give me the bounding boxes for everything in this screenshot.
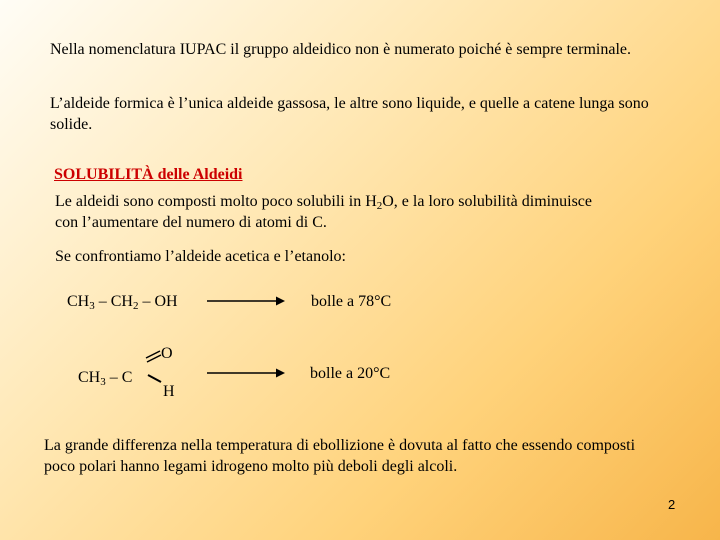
- ethanol-mid: – CH: [94, 293, 133, 310]
- paragraph-iupac: Nella nomenclatura IUPAC il gruppo aldeidico non è numerato poiché è sempre terminale.: [50, 41, 632, 58]
- acetaldehyde-ch: CH: [78, 369, 101, 386]
- paragraph-solubility: [55, 191, 615, 233]
- solubility-text-b: O, e la loro solubilità diminuisce con l’aumentare del numero di atomi di C.: [55, 193, 592, 231]
- acetaldehyde-end: – C: [105, 369, 133, 386]
- ethanol-sub2: 2: [132, 300, 139, 312]
- ethanol-formula: [67, 291, 178, 312]
- aldehyde-oxygen: O: [161, 345, 173, 362]
- ethanol-end: – OH: [138, 293, 178, 310]
- paragraph-conclusion: La grande differenza nella temperatura di ebollizione è dovuta al fatto che essendo composti poco polari hanno legami idrogeno molto più deboli degli alcoli.: [44, 437, 636, 475]
- comparison-intro: Se confrontiamo l’aldeide acetica e l’etanolo:: [55, 248, 346, 265]
- paragraph-physical-state: L’aldeide formica è l’unica aldeide gassosa, le altre sono liquide, e quelle a catene lunga sono solide.: [50, 95, 649, 133]
- acetaldehyde-boiling-point: bolle a 20°C: [310, 365, 391, 382]
- ethanol-ch: CH: [67, 293, 90, 310]
- section-heading: SOLUBILITÀ delle Aldeidi: [54, 166, 243, 183]
- ethanol-arrow: [206, 295, 286, 307]
- acetaldehyde-formula: [78, 367, 132, 388]
- ethanol-sub1: 3: [89, 300, 95, 312]
- ethanol-boiling-point: bolle a 78°C: [311, 293, 392, 310]
- acetaldehyde-sub1: 3: [100, 376, 106, 388]
- aldehyde-hydrogen: H: [163, 383, 175, 400]
- slide-number: 2: [668, 497, 676, 512]
- solubility-text-a: Le aldeidi sono composti molto poco solubili in H: [55, 193, 377, 210]
- acetaldehyde-arrow: [206, 367, 286, 379]
- water-subscript: 2: [376, 200, 383, 212]
